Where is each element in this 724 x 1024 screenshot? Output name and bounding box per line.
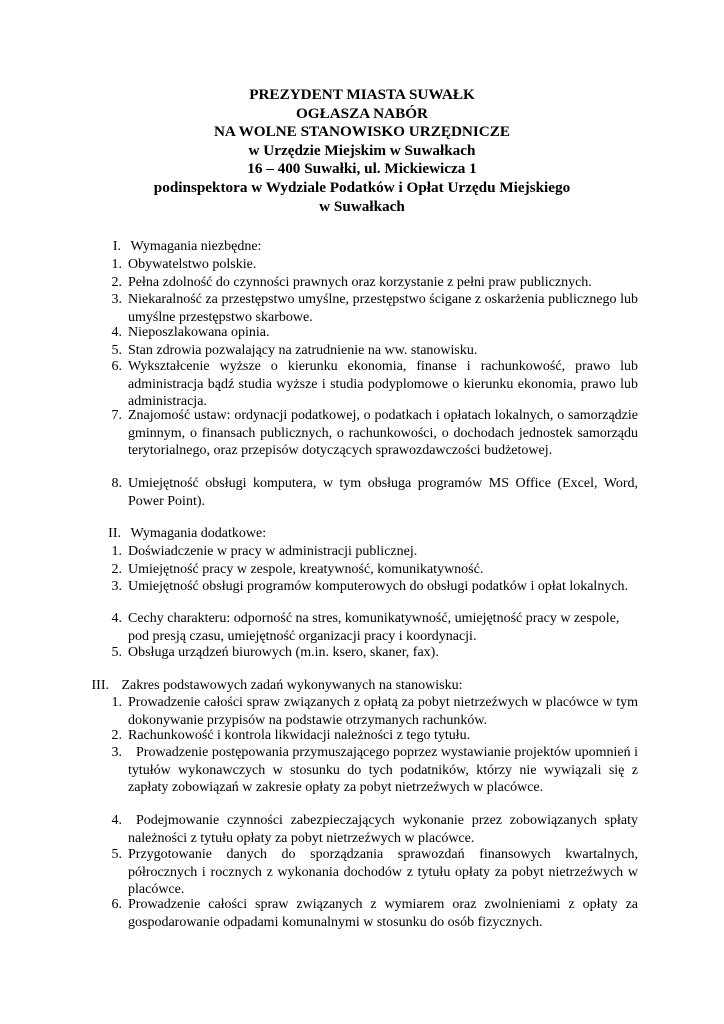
- item-text: Obsługa urządzeń biurowych (m.in. ksero, skaner, fax).: [128, 645, 439, 660]
- list-item: [106, 694, 638, 729]
- item-text: Cechy charakteru: odporność na stres, komunikatywność, umiejętność pracy w zespole, pod presją czasu, umiejętność organizacji pracy i koordynacji.: [128, 611, 620, 644]
- header-line: OGŁASZA NABÓR: [295, 104, 429, 122]
- item-number: 6.: [111, 897, 122, 912]
- list-item: [106, 543, 638, 561]
- item-text: Umiejętność obsługi komputera, w tym obsługa programów MS Office (Excel, Word, Power Point).: [128, 476, 638, 509]
- item-number: 3.: [111, 292, 122, 307]
- item-text: Prowadzenie całości spraw związanych z opłatą za pobyt nietrzeźwych w placówce w tym dokonywanie przypisów na podstawie otrzymanych rachunków.: [128, 695, 638, 728]
- item-text: Znajomość ustaw: ordynacji podatkowej, o podatkach i opłatach lokalnych, o samorządzie gminnym, o finansach publicznych, o rachunkowości, o dochodach jednostek samorządu terytorialnego, oraz przepisów dotyczących sprawozdawczości budżetowej.: [128, 408, 638, 459]
- list-item: [106, 324, 638, 342]
- item-text: Nieposzlakowana opinia.: [128, 325, 270, 340]
- list-item: [106, 274, 638, 292]
- header-line: 16 – 400 Suwałki, ul. Mickiewicza 1: [247, 160, 477, 178]
- item-number: 3.: [111, 579, 122, 594]
- header-line: w Suwałkach: [319, 197, 405, 215]
- list-item: [106, 610, 638, 645]
- list-item: [106, 578, 638, 596]
- section-heading-i: [107, 238, 261, 255]
- item-text: Umiejętność pracy w zespole, kreatywność, komunikatywność.: [128, 562, 484, 577]
- item-number: 3.: [111, 745, 122, 760]
- item-text: Podejmowanie czynności zabezpieczających wykonanie przez zobowiązanych spłaty należności z tytułu opłaty za pobyt nietrzeźwych w placówce.: [128, 813, 638, 846]
- item-text: Przygotowanie danych do sporządzania sprawozdań finansowych kwartalnych, półrocznych i rocznych z wykonania dochodów z tytułu opłaty za pobyt nietrzeźwych w placówce.: [128, 847, 638, 898]
- item-text: Pełna zdolność do czynności prawnych oraz korzystanie z pełni praw publicznych.: [128, 275, 592, 290]
- item-text: Umiejętność obsługi programów komputerowych do obsługi podatków i opłat lokalnych.: [128, 579, 629, 594]
- list-item: [106, 744, 638, 797]
- list-item: [106, 561, 638, 579]
- section-title: Wymagania niezbędne:: [130, 239, 262, 254]
- item-text: Niekaralność za przestępstwo umyślne, przestępstwo ścigane z oskarżenia publicznego lub umyślne przestępstwo skarbowe.: [128, 292, 638, 325]
- item-number: 8.: [111, 476, 122, 491]
- item-number: 4.: [111, 325, 122, 340]
- list-item: [106, 727, 638, 745]
- item-number: 2.: [111, 562, 122, 577]
- header-line: podinspektora w Wydziale Podatków i Opłat Urzędu Miejskiego: [153, 178, 571, 196]
- item-number: 2.: [111, 275, 122, 290]
- item-text: Prowadzenie postępowania przymuszającego poprzez wystawianie projektów upomnień i tytułów wykonawczych w stosunku do tych podatników, którzy nie wywiązali się z zapłaty zobowiązań w zakresie opłaty za pobyt nietrzeźwych w placówce.: [128, 745, 638, 796]
- item-number: 2.: [111, 728, 122, 743]
- section-title: Zakres podstawowych zadań wykonywanych na stanowisku:: [121, 678, 463, 693]
- list-item: [106, 358, 638, 411]
- header-line: NA WOLNE STANOWISKO URZĘDNICZE: [213, 123, 511, 141]
- item-text: Wykształcenie wyższe o kierunku ekonomia, finanse i rachunkowość, prawo lub administracja bądź studia wyższe i studia podyplomowe o kierunku ekonomia, prawo lub administracja.: [128, 359, 638, 410]
- item-number: 5.: [111, 847, 122, 862]
- announcement-header: [0, 86, 724, 216]
- item-number: 4.: [111, 813, 122, 828]
- item-number: 6.: [111, 359, 122, 374]
- item-text: Rachunkowość i kontrola likwidacji należności z tego tytułu.: [128, 728, 471, 743]
- item-text: Prowadzenie całości spraw związanych z wymiarem oraz zwolnieniami z opłaty za gospodarowanie odpadami komunalnymi w stosunku do osób fizycznych.: [128, 897, 638, 930]
- item-text: Stan zdrowia pozwalający na zatrudnienie na ww. stanowisku.: [128, 343, 478, 358]
- item-text: Doświadczenie w pracy w administracji publicznej.: [128, 544, 418, 559]
- list-item: [106, 812, 638, 847]
- item-number: 1.: [111, 544, 122, 559]
- list-item: [106, 846, 638, 899]
- item-number: 1.: [111, 695, 122, 710]
- item-text: Obywatelstwo polskie.: [128, 257, 257, 272]
- item-number: 1.: [111, 257, 122, 272]
- section-title: Wymagania dodatkowe:: [130, 526, 267, 541]
- section-heading-ii: [100, 525, 266, 542]
- section-numeral: I.: [112, 239, 121, 254]
- list-item: [106, 475, 638, 510]
- list-item: [106, 291, 638, 326]
- header-line: PREZYDENT MIASTA SUWAŁK: [249, 86, 475, 103]
- list-item: [106, 256, 638, 274]
- list-item: [106, 342, 638, 360]
- section-numeral: III.: [91, 678, 109, 693]
- list-item: [106, 896, 638, 931]
- section-heading-iii: [90, 677, 462, 694]
- section-numeral: II.: [108, 526, 121, 541]
- list-item: [106, 644, 638, 662]
- item-number: 5.: [111, 343, 122, 358]
- item-number: 4.: [111, 611, 122, 626]
- item-number: 5.: [111, 645, 122, 660]
- item-number: 7.: [111, 408, 122, 423]
- header-line: w Urzędzie Miejskim w Suwałkach: [248, 141, 476, 159]
- list-item: [106, 407, 638, 460]
